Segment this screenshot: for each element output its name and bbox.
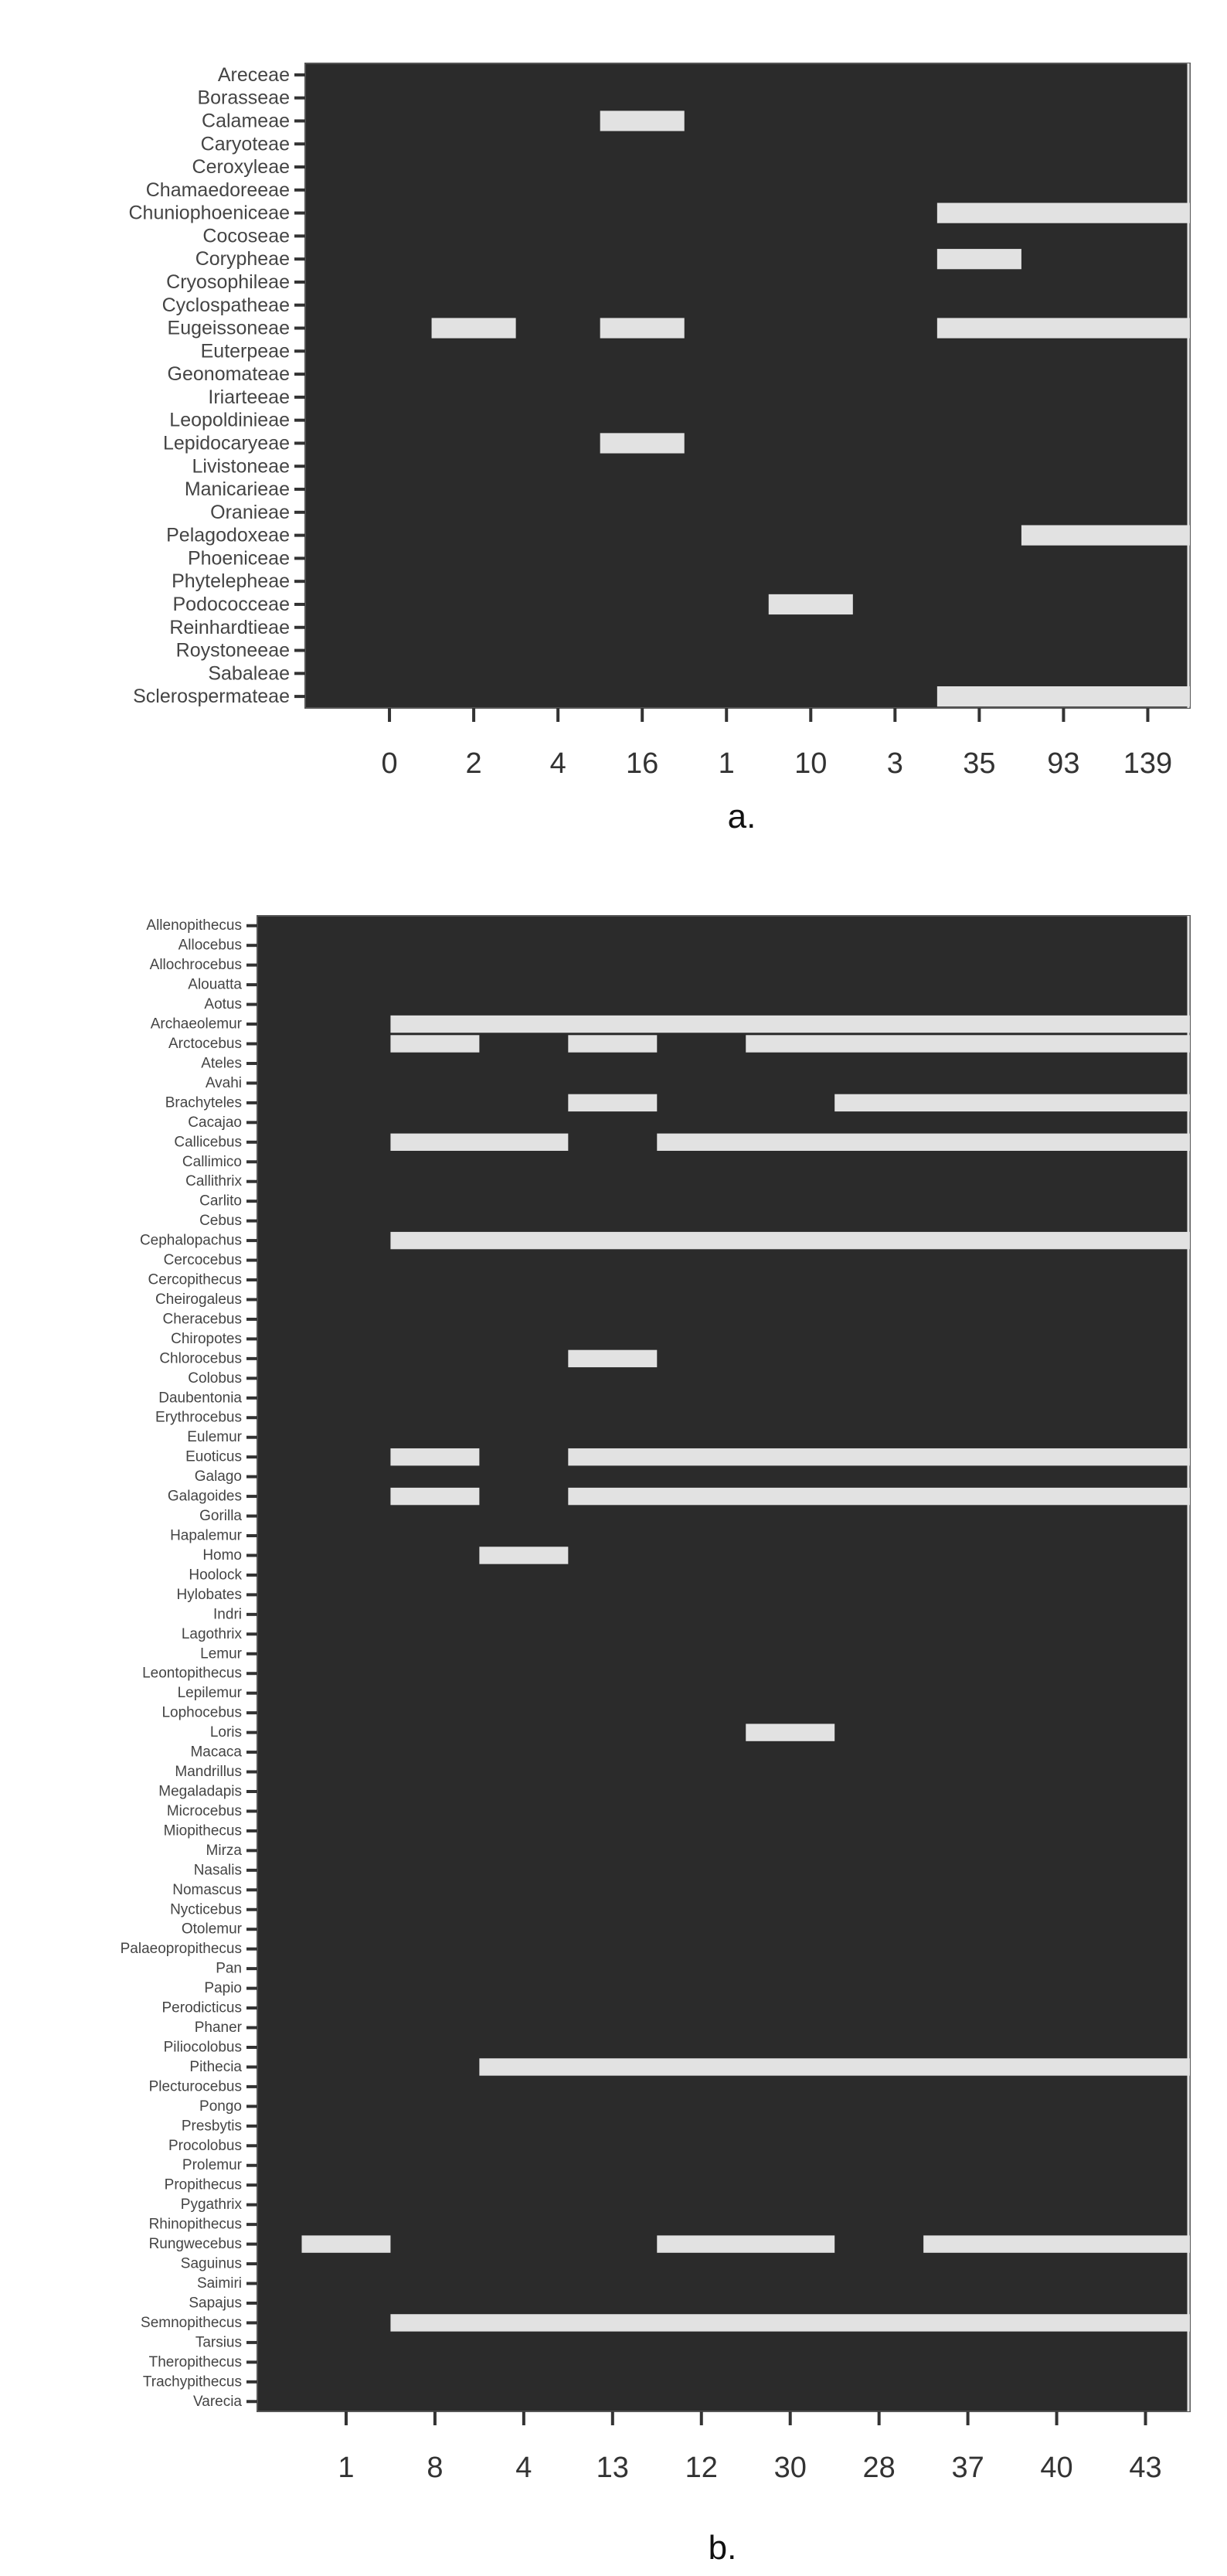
- x-tick-label: 2: [465, 747, 482, 780]
- presence-bar: [479, 2058, 1190, 2075]
- y-tick-label: Procolobus: [168, 2137, 242, 2154]
- y-tick-label: Cacajao: [188, 1114, 242, 1131]
- y-tick-label: Mirza: [206, 1842, 242, 1859]
- presence-bar: [746, 1724, 834, 1741]
- y-tick-label: Galago: [194, 1468, 242, 1485]
- y-tick-label: Tarsius: [195, 2334, 242, 2351]
- y-tick-label: Corypheae: [195, 248, 290, 271]
- y-tick-label: Cheracebus: [162, 1311, 242, 1328]
- panel-label-b: b.: [708, 2529, 737, 2567]
- presence-bar: [657, 2235, 834, 2252]
- x-tick-label: 1: [338, 2452, 355, 2484]
- y-tick-label: Saguinus: [180, 2255, 242, 2272]
- y-tick-label: Colobus: [188, 1370, 242, 1387]
- presence-bar: [600, 111, 685, 131]
- x-tick-label: 139: [1123, 747, 1173, 780]
- y-tick-label: Miopithecus: [163, 1822, 242, 1839]
- presence-bar: [937, 318, 1190, 338]
- presence-bar: [568, 1448, 1190, 1465]
- presence-bar: [937, 249, 1021, 269]
- panel-label-a: a.: [727, 798, 756, 835]
- y-tick-label: Cocoseae: [202, 225, 290, 247]
- x-tick-label: 1: [718, 747, 735, 780]
- y-tick-label: Avahi: [205, 1074, 242, 1091]
- x-tick-label: 37: [951, 2452, 984, 2484]
- y-tick-label: Macaca: [190, 1744, 242, 1761]
- y-tick-label: Plecturocebus: [148, 2078, 242, 2095]
- x-tick-label: 13: [596, 2452, 629, 2484]
- y-tick-label: Chlorocebus: [159, 1350, 242, 1367]
- y-tick-label: Allochrocebus: [149, 957, 242, 974]
- y-tick-label: Prolemur: [182, 2157, 242, 2174]
- y-tick-label: Hylobates: [176, 1586, 242, 1603]
- presence-bar: [746, 1035, 1190, 1052]
- y-tick-label: Cheirogaleus: [155, 1291, 242, 1308]
- y-tick-label: Lagothrix: [181, 1625, 242, 1642]
- chart-panel-a: [128, 63, 1190, 780]
- y-tick-label: Cercopithecus: [148, 1271, 242, 1288]
- y-tick-label: Piliocolobus: [163, 2039, 242, 2056]
- y-tick-label: Hoolock: [189, 1567, 242, 1584]
- y-tick-label: Archaeolemur: [150, 1016, 242, 1033]
- presence-bar: [568, 1488, 1190, 1505]
- y-tick-label: Oranieae: [210, 501, 290, 523]
- y-tick-label: Loris: [209, 1724, 242, 1741]
- y-tick-label: Reinhardtieae: [169, 616, 290, 638]
- presence-bar: [600, 318, 685, 338]
- y-tick-label: Caryoteae: [200, 133, 290, 155]
- presence-bar: [390, 1134, 568, 1151]
- plot-background: [305, 63, 1190, 708]
- chart-panel-b: [121, 916, 1190, 2484]
- y-tick-label: Papio: [204, 1980, 242, 1997]
- y-tick-label: Galagoides: [167, 1488, 242, 1505]
- presence-bar: [769, 594, 853, 614]
- presence-bar: [1021, 526, 1190, 546]
- x-tick-label: 4: [549, 747, 566, 780]
- x-tick-label: 30: [773, 2452, 807, 2484]
- y-tick-label: Alouatta: [188, 976, 242, 993]
- presence-bar: [390, 1232, 1190, 1249]
- y-tick-label: Nomascus: [172, 1881, 242, 1898]
- presence-bar: [834, 1094, 1190, 1111]
- y-tick-label: Propithecus: [164, 2176, 242, 2193]
- y-tick-label: Trachypithecus: [142, 2374, 242, 2391]
- presence-bar: [600, 433, 685, 453]
- y-tick-label: Palaeopropithecus: [120, 1941, 242, 1958]
- y-tick-label: Nycticebus: [170, 1901, 242, 1918]
- y-tick-label: Semnopithecus: [141, 2314, 242, 2331]
- presence-bar: [937, 203, 1190, 223]
- y-tick-label: Rhinopithecus: [148, 2216, 242, 2233]
- x-tick-label: 35: [963, 747, 996, 780]
- presence-bar: [390, 1016, 1190, 1033]
- y-tick-label: Arctocebus: [168, 1035, 242, 1052]
- y-tick-label: Microcebus: [166, 1802, 242, 1819]
- y-tick-label: Erythrocebus: [155, 1409, 242, 1426]
- y-tick-label: Carlito: [199, 1193, 242, 1210]
- y-tick-label: Pan: [216, 1960, 242, 1977]
- y-tick-label: Phaner: [194, 2020, 242, 2037]
- y-tick-label: Theropithecus: [148, 2353, 242, 2370]
- y-tick-label: Livistoneae: [192, 455, 290, 478]
- y-tick-label: Podococceae: [172, 593, 290, 615]
- x-tick-label: 3: [886, 747, 903, 780]
- y-tick-label: Presbytis: [181, 2118, 242, 2135]
- y-tick-label: Eulemur: [187, 1429, 242, 1446]
- y-tick-label: Manicarieae: [184, 478, 290, 501]
- y-tick-label: Allocebus: [178, 937, 242, 954]
- y-tick-label: Sclerospermateae: [133, 686, 290, 708]
- y-tick-label: Ceroxyleae: [192, 156, 290, 179]
- y-tick-label: Homo: [202, 1547, 242, 1564]
- y-tick-label: Chuniophoeniceae: [128, 202, 290, 224]
- y-tick-label: Cyclospatheae: [161, 294, 290, 316]
- x-tick-label: 12: [685, 2452, 718, 2484]
- y-tick-label: Sapajus: [189, 2295, 242, 2312]
- y-tick-label: Euterpeae: [200, 340, 290, 362]
- y-tick-label: Aotus: [204, 996, 242, 1013]
- presence-bar: [568, 1094, 657, 1111]
- y-tick-label: Lophocebus: [161, 1704, 242, 1721]
- y-tick-label: Perodicticus: [161, 1999, 242, 2016]
- x-tick-label: 93: [1047, 747, 1080, 780]
- y-tick-label: Phytelepheae: [172, 570, 290, 593]
- y-tick-label: Iriarteeae: [208, 386, 290, 408]
- y-tick-label: Leopoldinieae: [169, 409, 290, 431]
- y-tick-label: Saimiri: [196, 2275, 242, 2292]
- x-tick-label: 0: [381, 747, 398, 780]
- presence-bar: [432, 318, 516, 338]
- y-tick-label: Callimico: [182, 1153, 242, 1170]
- y-tick-label: Calameae: [202, 110, 290, 132]
- y-tick-label: Lepidocaryeae: [162, 432, 290, 454]
- y-tick-label: Callicebus: [174, 1134, 242, 1151]
- presence-bar: [937, 686, 1190, 706]
- y-tick-label: Nasalis: [193, 1862, 242, 1879]
- y-tick-label: Areceae: [217, 63, 290, 86]
- y-tick-label: Cebus: [199, 1213, 242, 1230]
- y-tick-label: Megaladapis: [158, 1783, 242, 1800]
- y-tick-label: Chamaedoreeae: [145, 179, 290, 201]
- y-tick-label: Pelagodoxeae: [166, 524, 290, 546]
- y-tick-label: Allenopithecus: [146, 917, 242, 934]
- y-tick-label: Lemur: [200, 1645, 242, 1662]
- y-tick-label: Pygathrix: [180, 2197, 242, 2214]
- presence-bar: [301, 2235, 390, 2252]
- y-tick-label: Indri: [213, 1606, 242, 1623]
- y-tick-label: Mandrillus: [175, 1764, 242, 1781]
- x-tick-label: 8: [427, 2452, 444, 2484]
- x-tick-label: 4: [515, 2452, 532, 2484]
- presence-bar: [568, 1035, 657, 1052]
- presence-bar: [390, 2314, 1190, 2331]
- y-tick-label: Gorilla: [199, 1508, 242, 1525]
- y-tick-label: Hapalemur: [170, 1527, 242, 1544]
- y-tick-label: Cercocebus: [163, 1252, 242, 1269]
- y-tick-label: Cephalopachus: [139, 1232, 242, 1249]
- y-tick-label: Varecia: [192, 2393, 242, 2410]
- y-tick-label: Euoticus: [185, 1448, 242, 1465]
- y-tick-label: Ateles: [201, 1055, 242, 1072]
- y-tick-label: Geonomateae: [167, 363, 290, 386]
- y-tick-label: Eugeissoneae: [167, 317, 290, 339]
- y-tick-label: Pithecia: [189, 2058, 242, 2075]
- y-tick-label: Cryosophileae: [166, 271, 290, 293]
- presence-bar: [657, 1134, 1190, 1151]
- x-tick-label: 28: [862, 2452, 896, 2484]
- y-tick-label: Borasseae: [197, 87, 290, 109]
- y-tick-label: Rungwecebus: [148, 2236, 242, 2253]
- presence-bar: [390, 1448, 479, 1465]
- y-tick-label: Sabaleae: [208, 662, 290, 685]
- y-tick-label: Leontopithecus: [142, 1665, 242, 1682]
- y-tick-label: Lepilemur: [177, 1685, 242, 1702]
- y-tick-label: Roystoneeae: [175, 639, 290, 662]
- presence-bar: [568, 1350, 657, 1367]
- x-tick-label: 43: [1129, 2452, 1162, 2484]
- presence-bar: [479, 1547, 568, 1564]
- x-tick-label: 16: [626, 747, 659, 780]
- presence-bar: [390, 1488, 479, 1505]
- y-tick-label: Otolemur: [181, 1921, 242, 1938]
- presence-bar: [923, 2235, 1190, 2252]
- y-tick-label: Chiropotes: [171, 1330, 242, 1347]
- y-tick-label: Phoeniceae: [187, 547, 290, 570]
- y-tick-label: Daubentonia: [158, 1390, 242, 1407]
- y-tick-label: Pongo: [199, 2098, 242, 2115]
- x-tick-label: 10: [794, 747, 828, 780]
- y-tick-label: Callithrix: [185, 1173, 242, 1190]
- x-tick-label: 40: [1040, 2452, 1073, 2484]
- y-tick-label: Brachyteles: [165, 1094, 242, 1111]
- presence-bar: [390, 1035, 479, 1052]
